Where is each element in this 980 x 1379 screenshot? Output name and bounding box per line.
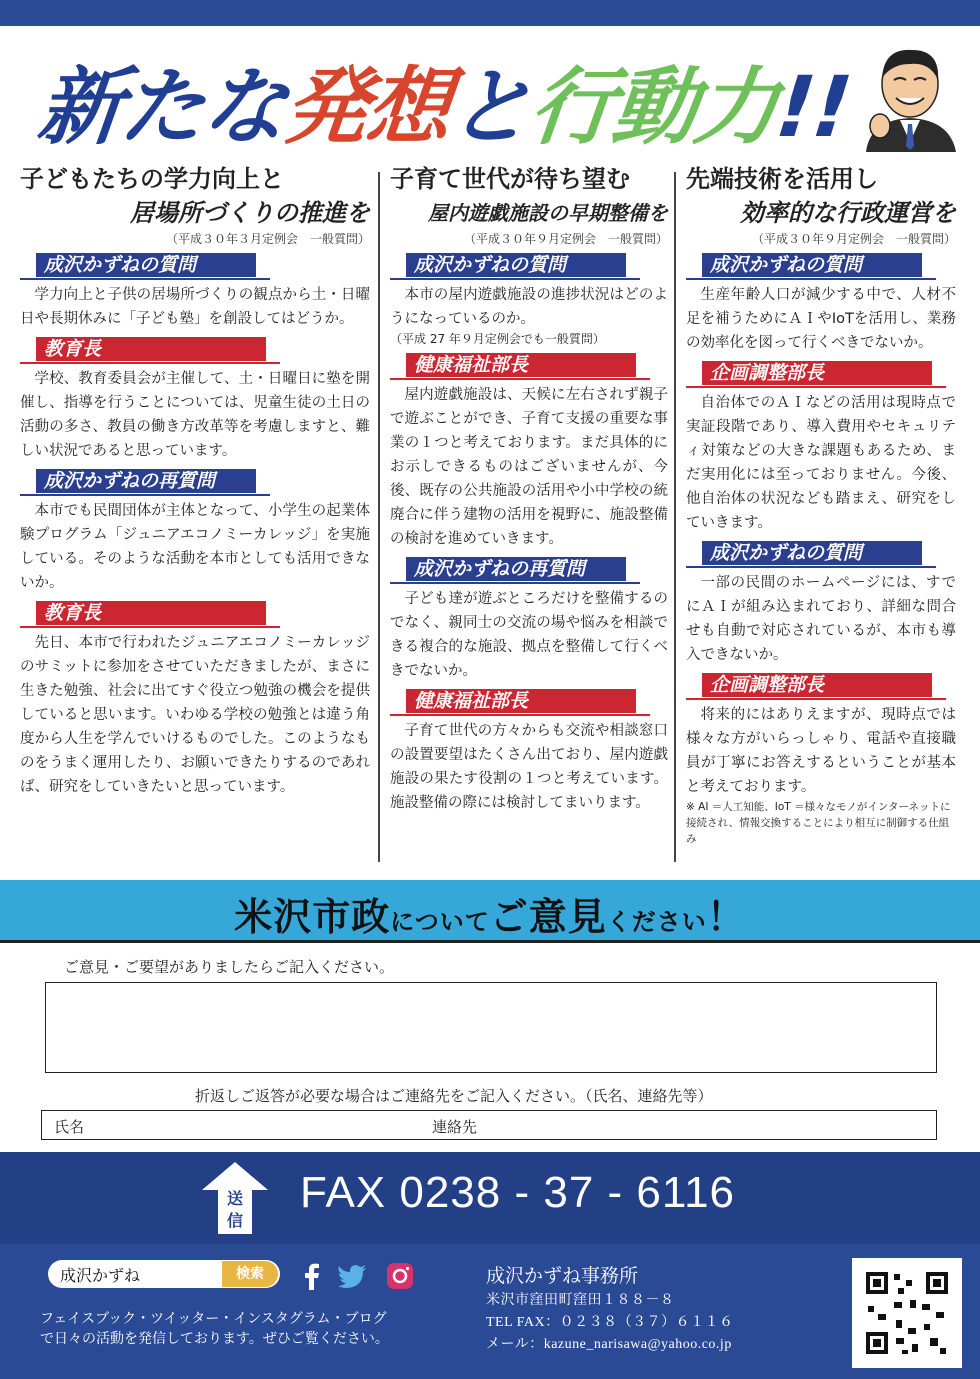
column-3-block-3-text: 一部の民間のホームページには、すでにＡＩが組み込まれており、詳細な問合せも自動で対応されているが、本市も導入できないか。 [686, 575, 956, 663]
column-1-block-2-label: 教育長 [36, 337, 266, 361]
column-3-block-4-text: 将来的にはありえますが、現時点では様々な方がいらっしゃり、電話や直接職員が丁寧にお答えするということが基本と考えております。 [686, 707, 956, 795]
headline-part1: 新たな [33, 58, 290, 156]
column-3 [686, 162, 956, 847]
column-3-block-1-label: 成沢かずねの質問 [702, 253, 922, 277]
column-1 [20, 162, 370, 799]
column-2-block-2-label: 健康福祉部長 [406, 353, 636, 377]
office-email: メール：kazune_narisawa@yahoo.co.jp [486, 1337, 732, 1352]
band-small1: について [390, 908, 490, 936]
column-3-block-2-label: 企画調整部長 [702, 361, 932, 385]
office-name: 成沢かずね事務所 [486, 1266, 639, 1287]
column-2-block-1-label: 成沢かずねの質問 [406, 253, 626, 277]
headline-part3: と [443, 58, 536, 156]
column-2-session-note: （平成３０年９月定例会 一般質問） [463, 232, 668, 246]
band-big2: ご意見 [489, 895, 607, 939]
column-1-block-3-text: 本市でも民間団体が主体となって、小学生の起業体験プログラム「ジュニアエコノミーカレッジ」を実施している。そのような活動を本市としても活用できないか。 [20, 503, 370, 591]
column-3-block-3-label: 成沢かずねの質問 [702, 541, 922, 565]
column-1-block-4-label: 教育長 [36, 601, 266, 625]
twitter-icon[interactable] [336, 1260, 368, 1292]
column-3-title-line2: 効率的な行政運営を [740, 199, 956, 227]
column-2-block-2-text: 屋内遊戯施設は、天候に左右されず親子で遊ぶことができ、子育て支援の重要な事業の１つと考えております。まだ具体的にお示しできるものはございませんが、今後、既存の公共施設の活用や小中学校の統廃合に伴う建物の活用を視野に、施設整備の検討を進めていきます。 [390, 387, 668, 547]
headline-part5: !! [771, 58, 855, 156]
column-3-title-line1: 先端技術を活用し [686, 165, 878, 193]
top-bar [0, 0, 980, 26]
send-char-2: 信 [226, 1211, 244, 1230]
band-big1: 米沢市政 [234, 895, 391, 939]
facebook-icon[interactable] [296, 1260, 328, 1292]
portrait-illustration [856, 42, 964, 152]
column-3-block-2-text: 自治体でのＡＩなどの活用は現時点で実証段階であり、導入費用やセキュリティ対策などの大きな課題もあるため、まだ実用化には至っておりません。今後、他自治体の状況なども踏まえ、研究をしていきます。 [686, 395, 956, 531]
column-2-title-line2: 屋内遊戯施設の早期整備を [428, 201, 668, 225]
social-line-2: で日々の活動を発信しております。ぜひご覧ください。 [40, 1332, 389, 1347]
column-divider-2 [674, 172, 676, 862]
column-3-block-4-label: 企画調整部長 [702, 673, 932, 697]
headline [33, 40, 856, 156]
column-2-block-3-text: 子ども達が遊ぶところだけを整備するのでなく、親同士の交流の場や悩みを相談できる複合的な施設、拠点を整備して行くべきでないか。 [390, 591, 668, 679]
reply-contact-box[interactable] [41, 1110, 937, 1140]
search-text: 成沢かずね [60, 1266, 141, 1285]
column-2-block-1-extra: （平成 27 年９月定例会でも一般質問） [390, 332, 605, 346]
instagram-icon[interactable] [384, 1260, 416, 1292]
column-3-session-note: （平成３０年９月定例会 一般質問） [751, 232, 956, 246]
social-description [40, 1310, 389, 1350]
column-1-block-4-text: 先日、本市で行われたジュニアエコノミーカレッジのサミットに参加をさせていただきましたが、まさに生きた勉強、社会に出てすぐ役立つ勉強の機会を提供していると思います。いわゆる学校の勉強とは違う角度から人生を学んでいけるものでした。このようなものをうまく運用したり、お願いできたりするのであれば、研究をしていきたいと思っています。 [20, 635, 370, 795]
headline-part4: 行動力 [525, 58, 782, 156]
column-1-title-line1: 子どもたちの学力向上と [20, 165, 284, 193]
band-excl: ！ [706, 895, 746, 939]
column-1-block-1-text: 学力向上と子供の居場所づくりの観点から土・日曜日や長期休みに「子ども塾」を創設してはどうか。 [20, 287, 370, 327]
office-address: 米沢市窪田町窪田１８８－８ [486, 1293, 675, 1308]
column-1-block-1-label: 成沢かずねの質問 [36, 253, 256, 277]
column-3-footnote: ※ AI ＝人工知能、IoT ＝様々なモノがインターネットに接続され、情報交換することにより相互に制御する仕組み [686, 801, 951, 845]
office-telfax: TEL FAX：０２３８（３７）６１１６ [486, 1315, 734, 1330]
search-button[interactable]: 検索 [222, 1261, 278, 1287]
band-small2: ください [606, 908, 707, 936]
column-2-block-4-text: 子育て世代の方々からも交流や相談窓口の設置要望はたくさん出ており、屋内遊戯施設の果たす役割の１つと考えています。施設整備の際には検討してまいります。 [390, 723, 668, 811]
reply-caption: 折返しご返答が必要な場合はご連絡先をご記入ください。（氏名、連絡先等） [195, 1089, 713, 1105]
column-1-block-3-label: 成沢かずねの再質問 [36, 469, 256, 493]
column-2 [390, 162, 668, 815]
headline-part2: 発想 [279, 58, 454, 156]
fax-number: FAX 0238 - 37 - 6116 [300, 1168, 736, 1217]
column-3-block-1-text: 生産年齢人口が減少する中で、人材不足を補うためにＡＩやIoTを活用し、業務の効率化を図って行くべきでないか。 [686, 287, 956, 351]
social-line-1: フェイスブック・ツイッター・インスタグラム・ブログ [40, 1312, 387, 1327]
column-1-session-note: （平成３０年３月定例会 一般質問） [165, 232, 370, 246]
send-char-1: 送 [226, 1189, 244, 1208]
send-arrow-icon [200, 1160, 270, 1236]
column-2-block-3-label: 成沢かずねの再質問 [406, 557, 626, 581]
opinion-input-box[interactable] [45, 982, 937, 1073]
column-2-block-1-text: 本市の屋内遊戯施設の進捗状況はどのようになっているのか。 [390, 287, 668, 327]
qr-code[interactable] [852, 1258, 962, 1368]
name-field-label: 氏名 [54, 1120, 85, 1136]
column-1-block-2-text: 学校、教育委員会が主催して、土・日曜日に塾を開催し、指導を行うことについては、児童生徒の土日の活動の多さ、教員の働き方改革等を考慮しますと、難しい状況であると思っています。 [20, 371, 370, 459]
column-2-title-line1: 子育て世代が待ち望む [390, 165, 630, 193]
column-divider-1 [378, 172, 380, 862]
opinion-caption: ご意見・ご要望がありましたらご記入ください。 [64, 960, 395, 976]
office-contact [486, 1290, 734, 1356]
contact-field-label: 連絡先 [432, 1120, 478, 1136]
column-2-block-4-label: 健康福祉部長 [406, 689, 636, 713]
column-1-title-line2: 居場所づくりの推進を [130, 199, 370, 227]
opinion-band-heading [0, 886, 980, 941]
